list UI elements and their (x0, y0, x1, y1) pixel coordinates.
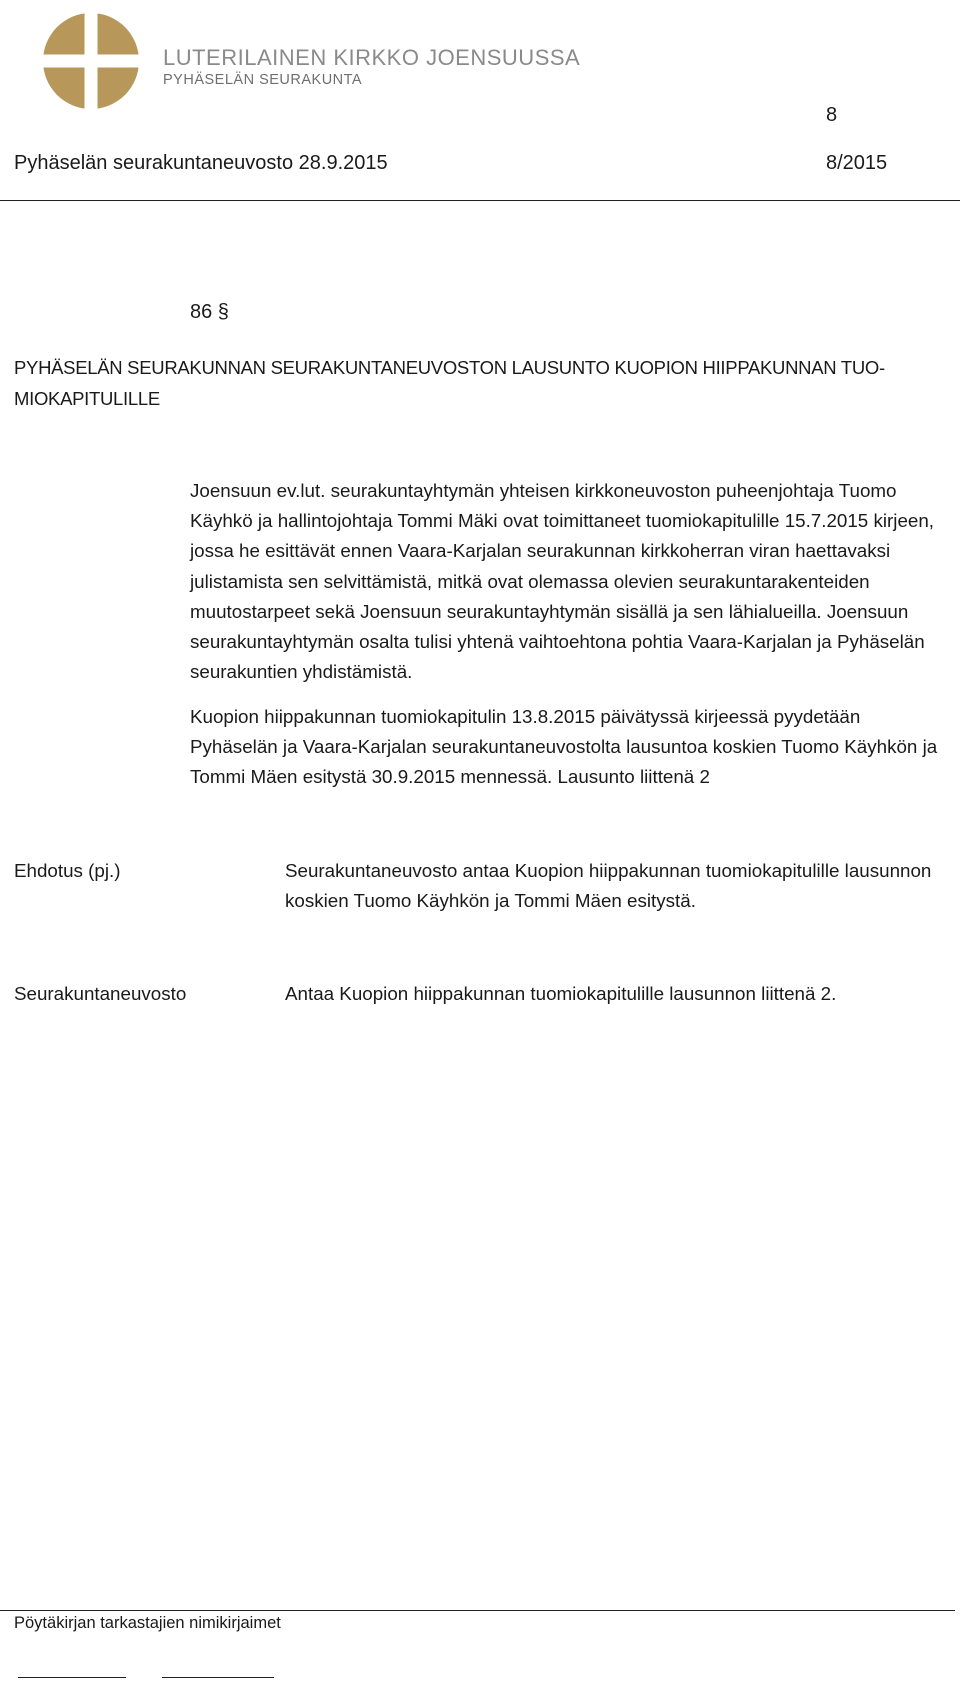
header-divider (0, 200, 960, 201)
footer-divider (0, 1610, 955, 1611)
signature-line (18, 1677, 126, 1678)
decision-text: Antaa Kuopion hiippakunnan tuomiokapitulille lausunnon liittenä 2. (285, 983, 837, 1004)
signature-line (162, 1677, 274, 1678)
page-number: 8 (826, 104, 838, 126)
meeting-title: Pyhäselän seurakuntaneuvosto 28.9.2015 (14, 152, 388, 174)
section-title: PYHÄSELÄN SEURAKUNNAN SEURAKUNTANEUVOSTON LAUSUNTO KUOPION HIIPPAKUNNAN TUO-MIOKAPITULILLE (14, 357, 885, 409)
footer-label: Pöytäkirjan tarkastajien nimikirjaimet (14, 1614, 281, 1632)
body-paragraph: Kuopion hiippakunnan tuomiokapitulin 13.8.2015 päivätyssä kirjeessä pyydetään Pyhäselän ja Vaara-Karjalan seurakuntaneuvostolta lausuntoa koskien Tuomo Käyhkön ja Tommi Mäen esitystä 30.9.2015 mennessä. Lausunto liittenä 2 (190, 706, 938, 788)
section-number: 86 § (190, 301, 229, 323)
meeting-number: 8/2015 (826, 152, 888, 174)
decision-label: Seurakuntaneuvosto (14, 983, 187, 1004)
body-paragraph: Joensuun ev.lut. seurakuntayhtymän yhteisen kirkkoneuvoston puheenjohtaja Tuomo Käyhkö ja hallintojohtaja Tommi Mäki ovat toimittaneet tuomiokapitulille 15.7.2015 kirjeen, jossa he esittävät ennen Vaara-Karjalan seurakunnan kirkkoherran viran haettavaksi julistamista sen selvittämistä, mitkä ovat olemassa olevien seurakuntarakenteiden muutostarpeet sekä Joensuun seurakuntayhtymän sisällä ja sen lähialueilla. Joensuun seurakuntayhtymän osalta tulisi yhtenä vaihtoehtona pohtia Vaara-Karjalan ja Pyhäselän seurakuntien yhdistämistä. (190, 480, 935, 683)
org-subtitle: PYHÄSELÄN SEURAKUNTA (163, 72, 363, 88)
parish-cross-logo-icon (43, 13, 139, 109)
proposal-label: Ehdotus (pj.) (14, 860, 121, 881)
proposal-text: Seurakuntaneuvosto antaa Kuopion hiippakunnan tuomiokapitulille lausunnon koskien Tuomo Käyhkön ja Tommi Mäen esitystä. (285, 860, 932, 912)
org-name: LUTERILAINEN KIRKKO JOENSUUSSA (163, 45, 581, 70)
